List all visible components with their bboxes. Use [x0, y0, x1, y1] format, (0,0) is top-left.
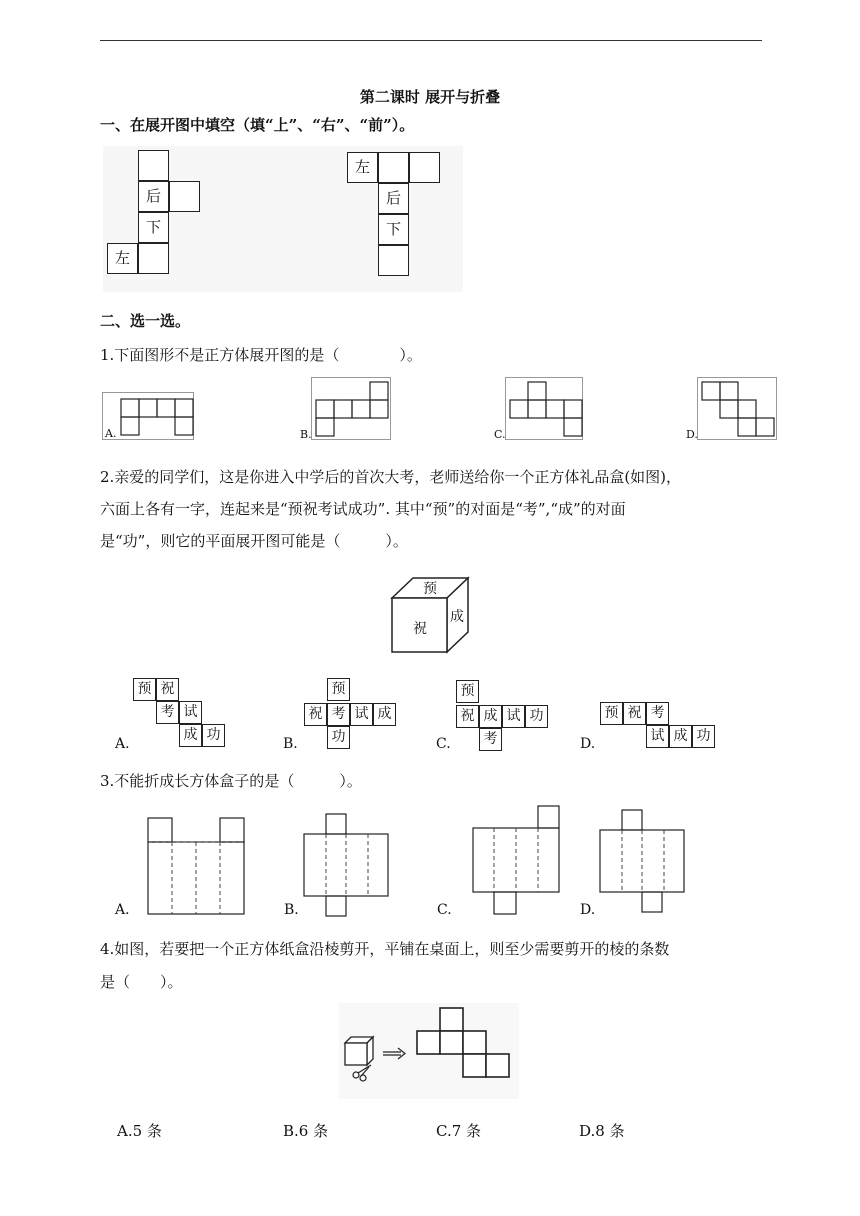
q2-stem-line3: 是“功”，则它的平面展开图可能是（ ）。	[100, 532, 408, 550]
q2a-cell: 试	[179, 701, 202, 724]
q1-option-d[interactable]	[686, 377, 777, 441]
q4-stem-line1: 4.如图，若要把一个正方体纸盒沿棱剪开，平铺在桌面上，则至少需要剪开的棱的条数	[100, 940, 670, 958]
q3-option-c-label: C.	[437, 902, 452, 918]
q2a-cell: 功	[202, 724, 225, 747]
section1-heading: 一、在展开图中填空（填“上”、“右”、“前”）。	[100, 116, 415, 134]
q3-net-c	[433, 804, 563, 925]
net2-cell-blank	[378, 245, 409, 276]
q1-option-d-label: D.	[686, 428, 698, 441]
q3-option-b[interactable]	[282, 810, 402, 925]
q1-stem: 1.下面图形不是正方体展开图的是（ ）。	[100, 346, 422, 364]
q2a-cell: 考	[156, 701, 179, 724]
q1-net-c	[506, 378, 584, 441]
net1-cell-blank	[138, 150, 169, 181]
q1-option-a[interactable]	[102, 392, 194, 440]
net2-cell-left: 左	[347, 152, 378, 183]
q4-figure	[339, 1003, 519, 1099]
q2d-cell: 祝	[623, 702, 646, 725]
q2b-cell: 预	[327, 678, 350, 701]
cube-front-face: 祝	[413, 621, 427, 637]
q2-option-d-label: D.	[580, 736, 596, 752]
q3-net-b	[282, 810, 402, 925]
section1-figure	[103, 146, 463, 292]
q2a-cell: 祝	[156, 678, 179, 701]
q1-option-c-label: C.	[494, 428, 506, 441]
page-title: 第二课时 展开与折叠	[359, 88, 501, 106]
q2b-cell: 试	[350, 703, 373, 726]
q2-option-b-label: B.	[283, 736, 298, 752]
q2c-cell: 成	[479, 705, 502, 728]
q2d-cell: 成	[669, 725, 692, 748]
q1-net-a	[103, 393, 195, 441]
q4-stem-line2: 是（ ）。	[100, 973, 183, 991]
q2b-cell: 祝	[304, 703, 327, 726]
cube-top-face: 预	[423, 581, 437, 597]
q2c-cell: 考	[479, 728, 502, 751]
q2b-cell: 功	[327, 726, 350, 749]
cube-right-face: 成	[450, 609, 464, 625]
q3-net-d	[578, 806, 698, 925]
q2b-cell: 成	[373, 703, 396, 726]
q3-option-a[interactable]	[110, 810, 250, 925]
net1-cell-back: 后	[138, 181, 169, 212]
q4-choice-a[interactable]: A.5 条	[117, 1122, 162, 1140]
net2-cell-blank	[409, 152, 440, 183]
q2-stem-line2: 六面上各有一字，连起来是“预祝考试成功”. 其中“预”的对面是“考”,“成”的对面	[100, 500, 626, 518]
q2c-cell: 功	[525, 705, 548, 728]
gift-cube	[389, 576, 471, 654]
q4-cube-and-net	[339, 1003, 519, 1099]
q3-option-c[interactable]	[433, 804, 563, 925]
q2b-cell: 考	[327, 703, 350, 726]
q2c-cell: 试	[502, 705, 525, 728]
net2-cell-back: 后	[378, 183, 409, 214]
q4-choice-b[interactable]: B.6 条	[283, 1122, 329, 1140]
q1-net-d	[698, 378, 778, 441]
q2-option-d[interactable]	[578, 700, 728, 756]
q3-option-b-label: B.	[284, 902, 299, 918]
q3-option-d[interactable]	[578, 806, 698, 925]
net2-cell-bottom: 下	[378, 214, 409, 245]
q2d-cell: 预	[600, 702, 623, 725]
q1-option-a-label: A.	[105, 427, 117, 440]
q2d-cell: 考	[646, 702, 669, 725]
q2-option-a-label: A.	[115, 736, 130, 752]
q1-option-b-label: B.	[300, 428, 312, 441]
q2c-cell: 预	[456, 680, 479, 703]
section2-heading: 二、选一选。	[100, 312, 191, 330]
q4-choice-c[interactable]: C.7 条	[436, 1122, 482, 1140]
q1-option-c[interactable]	[494, 377, 583, 441]
q2-option-a[interactable]	[110, 676, 240, 756]
q3-option-a-label: A.	[115, 902, 130, 918]
q2-option-c[interactable]	[433, 678, 558, 758]
net1-cell-left: 左	[107, 243, 138, 274]
net2-cell-blank	[378, 152, 409, 183]
q2a-cell: 成	[179, 724, 202, 747]
q4-choice-d[interactable]: D.8 条	[579, 1122, 625, 1140]
header-rule	[100, 40, 762, 41]
q2-option-c-label: C.	[436, 736, 451, 752]
q3-option-d-label: D.	[580, 902, 596, 918]
q3-stem: 3.不能折成长方体盒子的是（ ）。	[100, 772, 362, 790]
q1-option-b[interactable]	[300, 377, 391, 441]
q3-net-a	[110, 810, 250, 925]
net1-cell-bottom: 下	[138, 212, 169, 243]
q2d-cell: 试	[646, 725, 669, 748]
q2-stem-line1: 2.亲爱的同学们，这是你进入中学后的首次大考，老师送给你一个正方体礼品盒(如图)，	[100, 468, 682, 486]
q1-net-b	[312, 378, 392, 441]
q2c-cell: 祝	[456, 705, 479, 728]
net1-cell-blank	[138, 243, 169, 274]
net1-cell-blank	[169, 181, 200, 212]
q2-option-b[interactable]	[283, 676, 403, 756]
q2a-cell: 预	[133, 678, 156, 701]
q2d-cell: 功	[692, 725, 715, 748]
